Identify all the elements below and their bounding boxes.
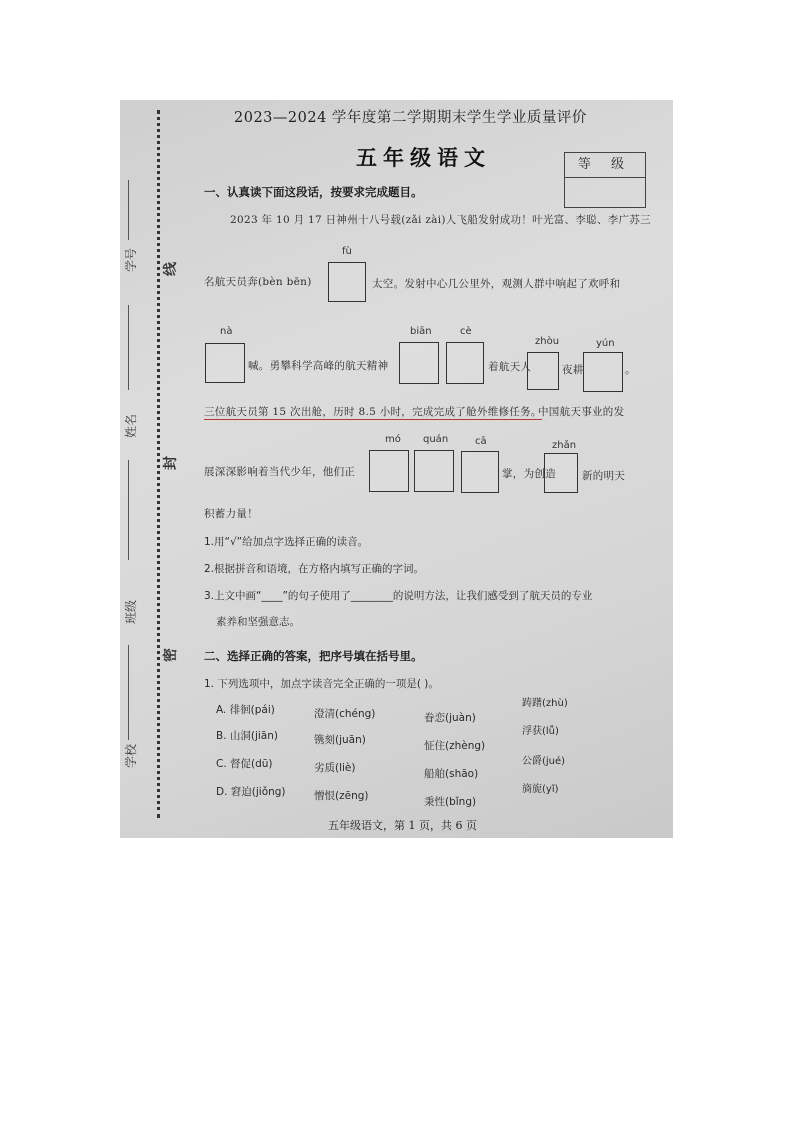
pinyin-bian: biān [410, 326, 432, 337]
para-line-4-underlined: 三位航天员第 15 次出舱，历时 8.5 小时，完成完成了舱外维修任务。 [204, 406, 542, 418]
section1-question-3-cont: 素养和坚强意志。 [216, 616, 300, 628]
para-line-1: 2023 年 10 月 17 日神州十八号载(zǎi zài)人飞船发射成功！叶光富、李聪、李广苏三 [230, 214, 651, 226]
para-line-5a: 展深深影响着当代少年，他们正 [204, 466, 356, 478]
label-name: 姓名 [124, 413, 138, 438]
answer-box-zhan[interactable] [544, 453, 578, 493]
pinyin-fu: fù [342, 246, 352, 257]
binding-underline-3 [128, 460, 129, 560]
option-a-4: 踌躇(zhù) [522, 698, 568, 709]
section1-question-2: 2.根据拼音和语境，在方格内填写正确的字词。 [204, 563, 425, 575]
grade-label: 等 级 [565, 153, 645, 178]
answer-box-zhou[interactable] [527, 352, 559, 390]
grade-box [564, 152, 646, 208]
pinyin-ca: cā [475, 436, 487, 447]
para-line-3a: 喊。勇攀科学高峰的航天精神 [248, 360, 389, 372]
para-line-2b: 太空。发射中心几公里外，观测人群中响起了欢呼和 [372, 278, 621, 290]
option-d-2: 憎恨(zēng) [314, 790, 369, 802]
para-line-3d: 。 [625, 364, 636, 376]
section2-question-1: 1. 下列选项中，加点字读音完全正确的一项是( )。 [204, 678, 439, 690]
option-a-3: 眷恋(juàn) [424, 712, 476, 724]
seal-char-xian: 线 [163, 262, 179, 276]
answer-box-fu[interactable] [328, 262, 366, 302]
pinyin-na: nà [220, 326, 233, 337]
pinyin-zhan: zhǎn [552, 440, 577, 451]
answer-box-ca[interactable] [461, 451, 499, 493]
option-c-3: 船舶(shāo) [424, 768, 479, 780]
option-d-4: 旖旎(yǐ) [522, 784, 559, 795]
option-b-2: 镌刻(juān) [314, 734, 366, 746]
option-d-3: 秉性(bǐng) [424, 796, 477, 808]
answer-box-bian[interactable] [399, 342, 439, 384]
seal-char-mi: 密 [163, 648, 179, 662]
para-line-4b: 中国航天事业的发 [538, 406, 625, 418]
pinyin-quan: quán [423, 434, 449, 445]
option-b-3: 怔住(zhèng) [424, 740, 486, 752]
para-line-5b: 掌，为创造 [502, 468, 556, 480]
section1-heading: 一、认真读下面这段话，按要求完成题目。 [204, 185, 423, 199]
para-line-2a: 名航天员奔(bèn bēn) [204, 276, 312, 288]
section1-question-1: 1.用“√”给加点字选择正确的读音。 [204, 536, 369, 548]
option-c-1[interactable]: C. 督促(dū) [216, 758, 273, 770]
subject-title: 五年级语文 [356, 145, 491, 170]
page-footer: 五年级语文，第 1 页，共 6 页 [328, 819, 477, 832]
answer-box-quan[interactable] [414, 450, 454, 492]
option-d-1[interactable]: D. 窘迫(jiǒng) [216, 786, 286, 798]
option-a-1[interactable]: A. 徘徊(pái) [216, 704, 275, 716]
pinyin-yun: yún [596, 338, 615, 349]
answer-box-na[interactable] [205, 343, 245, 383]
label-school: 学校 [124, 743, 138, 768]
pinyin-ce: cè [460, 326, 472, 337]
seal-char-feng: 封 [163, 456, 179, 470]
section2-heading: 二、选择正确的答案，把序号填在括号里。 [204, 649, 423, 663]
option-b-4: 浮获(lǚ) [522, 726, 559, 737]
answer-box-ce[interactable] [446, 342, 484, 384]
binding-underline-2 [128, 305, 129, 390]
para-line-3c: 夜耕 [562, 364, 584, 376]
option-a-2: 澄清(chéng) [314, 708, 376, 720]
option-c-4: 公爵(jué) [522, 756, 566, 767]
binding-underline-1 [128, 180, 129, 240]
pinyin-zhou: zhòu [535, 336, 560, 347]
para-line-6: 积蓄力量！ [204, 508, 258, 520]
binding-underline-4 [128, 645, 129, 740]
option-b-1[interactable]: B. 山洞(jiān) [216, 730, 278, 742]
para-line-3b: 着航天人 [488, 361, 532, 373]
answer-box-yun[interactable] [583, 352, 623, 392]
answer-box-mo[interactable] [369, 450, 409, 492]
option-c-2: 劣质(liè) [314, 762, 356, 774]
label-student-number: 学号 [124, 247, 138, 272]
section1-question-3: 3.上文中画“____”的句子使用了________的说明方法，让我们感受到了航天员的专业 [204, 590, 593, 602]
para-line-5c: 新的明天 [582, 470, 626, 482]
exam-title: 2023—2024 学年度第二学期期末学生学业质量评价 [234, 110, 587, 126]
exam-photo [120, 100, 673, 838]
label-class: 班级 [124, 599, 138, 624]
pinyin-mo: mó [385, 434, 401, 445]
